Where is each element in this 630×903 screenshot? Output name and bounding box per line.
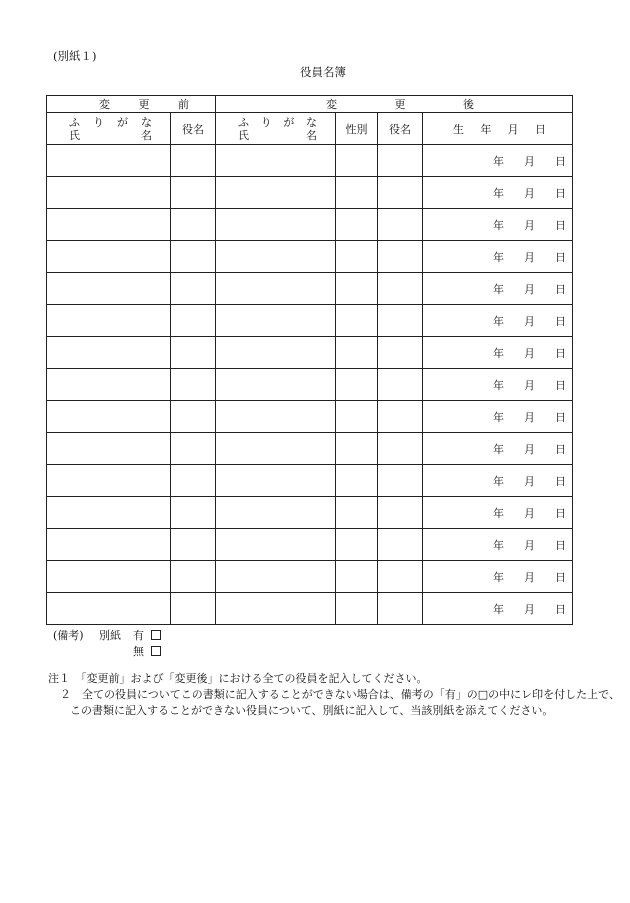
before-name-cell[interactable] [47,401,171,433]
gender-cell[interactable] [336,433,378,465]
date-of-birth-cell[interactable] [423,209,573,241]
dob-unit-label: 年 [493,314,504,328]
dob-unit-label: 日 [555,506,566,520]
after-role-cell[interactable] [378,561,423,593]
before-role-cell[interactable] [171,497,216,529]
dob-unit-label: 日 [555,154,566,168]
after-name-cell[interactable] [216,433,336,465]
table-row [47,145,573,177]
after-name-cell[interactable] [216,369,336,401]
dob-unit-label: 日 [555,218,566,232]
after-name-cell[interactable] [216,401,336,433]
before-role-cell[interactable] [171,209,216,241]
gender-cell[interactable] [336,145,378,177]
dob-unit-label: 日 [555,346,566,360]
gender-cell[interactable] [336,561,378,593]
name-label: 氏 名 [69,128,152,142]
after-role-cell[interactable] [378,273,423,305]
before-name-cell[interactable] [47,497,171,529]
after-role-cell[interactable] [378,209,423,241]
dob-unit-label: 年 [493,378,504,392]
date-of-birth-cell[interactable] [423,401,573,433]
dob-unit-label: 年 [493,570,504,584]
dob-unit-label: 月 [524,378,535,392]
after-role-cell[interactable] [378,433,423,465]
gender-cell[interactable] [336,369,378,401]
dob-unit-label: 日 [555,410,566,424]
before-role-cell[interactable] [171,433,216,465]
dob-unit-label: 月 [524,314,535,328]
roster-body [47,145,573,625]
gender-cell[interactable] [336,497,378,529]
name-label: 氏 名 [238,128,317,142]
before-role-cell[interactable] [171,273,216,305]
after-name-cell[interactable] [216,497,336,529]
attachment-no-label: 無 [133,645,144,658]
after-role-cell[interactable] [378,177,423,209]
dob-unit-label: 月 [524,538,535,552]
after-role-cell[interactable] [378,465,423,497]
table-row [47,561,573,593]
before-name-cell[interactable] [47,529,171,561]
table-row [47,273,573,305]
dob-unit-label: 月 [524,250,535,264]
after-role-cell[interactable] [378,401,423,433]
before-name-cell[interactable] [47,465,171,497]
after-name-cell[interactable] [216,305,336,337]
table-row [47,465,573,497]
table-row [47,177,573,209]
gender-cell[interactable] [336,241,378,273]
gender-cell[interactable] [336,401,378,433]
dob-unit-label: 月 [524,474,535,488]
before-name-cell[interactable] [47,561,171,593]
dob-unit-label: 月 [524,506,535,520]
furigana-label: ふ り が な [69,115,152,129]
dob-unit-label: 年 [493,474,504,488]
before-role-cell[interactable] [171,305,216,337]
before-name-cell[interactable] [47,369,171,401]
table-row [47,433,573,465]
after-name-cell[interactable] [216,273,336,305]
date-of-birth-cell[interactable] [423,273,573,305]
dob-unit-label: 日 [555,442,566,456]
before-role-cell[interactable] [171,561,216,593]
date-of-birth-cell[interactable] [423,465,573,497]
table-row [47,497,573,529]
table-row [47,209,573,241]
after-role-header: 役名 [378,113,423,145]
after-role-cell[interactable] [378,337,423,369]
dob-unit-label: 年 [493,154,504,168]
after-name-cell[interactable] [216,209,336,241]
dob-unit-label: 月 [524,442,535,456]
dob-unit-label: 日 [555,474,566,488]
dob-unit-label: 日 [555,282,566,296]
dob-unit-label: 月 [524,218,535,232]
after-role-cell[interactable] [378,369,423,401]
dob-unit-label: 年 [493,442,504,456]
table-row [47,241,573,273]
after-role-cell[interactable] [378,145,423,177]
dob-unit-label: 年 [493,506,504,520]
before-role-header: 役名 [171,113,216,145]
dob-unit-label: 月 [524,282,535,296]
before-role-cell[interactable] [171,465,216,497]
date-of-birth-header: 生 年 月 日 [423,113,573,145]
dob-unit-label: 年 [493,282,504,296]
before-name-cell[interactable] [47,273,171,305]
attachment-label: 別紙 [99,629,121,642]
date-of-birth-cell[interactable] [423,145,573,177]
before-name-cell[interactable] [47,177,171,209]
before-role-cell[interactable] [171,145,216,177]
before-change-header [47,96,216,113]
table-row [47,593,573,625]
gender-cell[interactable] [336,177,378,209]
gender-cell[interactable] [336,273,378,305]
after-name-cell[interactable] [216,177,336,209]
before-role-cell[interactable] [171,177,216,209]
date-of-birth-cell[interactable] [423,241,573,273]
before-name-cell[interactable] [47,305,171,337]
before-role-cell[interactable] [171,241,216,273]
dob-unit-label: 月 [524,186,535,200]
table-row [47,369,573,401]
dob-unit-label: 月 [524,570,535,584]
date-of-birth-cell[interactable] [423,305,573,337]
before-name-cell[interactable] [47,209,171,241]
after-name-cell[interactable] [216,145,336,177]
annex-label: (別紙１) [53,49,97,63]
date-of-birth-cell[interactable] [423,561,573,593]
gender-cell[interactable] [336,465,378,497]
furigana-label: ふ り が な [238,115,317,129]
note-1: 注１ 「変更前」および「変更後」における全ての役員を記入してください。 [48,672,428,685]
date-of-birth-cell[interactable] [423,593,573,625]
gender-cell[interactable] [336,529,378,561]
before-role-cell[interactable] [171,401,216,433]
date-of-birth-cell[interactable] [423,177,573,209]
after-name-cell[interactable] [216,529,336,561]
gender-header: 性別 [336,113,378,145]
before-role-cell[interactable] [171,529,216,561]
notes-section [48,671,620,719]
before-role-cell[interactable] [171,593,216,625]
dob-unit-label: 月 [524,410,535,424]
before-role-cell[interactable] [171,337,216,369]
gender-cell[interactable] [336,337,378,369]
after-name-cell[interactable] [216,593,336,625]
before-name-header [47,113,171,145]
after-change-label: 変 更 後 [326,98,474,111]
after-role-cell[interactable] [378,529,423,561]
date-of-birth-cell[interactable] [423,529,573,561]
dob-unit-label: 日 [555,570,566,584]
table-row [47,401,573,433]
attachment-yes-label: 有 [133,629,144,642]
gender-cell[interactable] [336,593,378,625]
after-change-header [216,96,573,113]
note-2: ２ 全ての役員についてこの書類に記入することができない場合は、備考の「有」の□の中にレ印を付した上で、 [60,688,620,701]
document-title: 役員名簿 [300,65,346,79]
after-role-cell[interactable] [378,497,423,529]
before-name-cell[interactable] [47,145,171,177]
dob-unit-label: 日 [555,378,566,392]
after-role-cell[interactable] [378,241,423,273]
date-of-birth-cell[interactable] [423,433,573,465]
table-row [47,305,573,337]
before-name-cell[interactable] [47,433,171,465]
dob-unit-label: 年 [493,538,504,552]
dob-unit-label: 年 [493,346,504,360]
remarks-label: (備考) [53,629,84,642]
dob-unit-label: 年 [493,602,504,616]
table-row [47,337,573,369]
before-name-cell[interactable] [47,337,171,369]
dob-unit-label: 日 [555,314,566,328]
attachment-no-checkbox[interactable] [151,646,161,656]
before-name-cell[interactable] [47,241,171,273]
before-role-cell[interactable] [171,369,216,401]
after-role-cell[interactable] [378,305,423,337]
dob-unit-label: 月 [524,154,535,168]
dob-unit-label: 年 [493,218,504,232]
dob-unit-label: 月 [524,346,535,360]
date-of-birth-cell[interactable] [423,369,573,401]
officer-roster-table [46,95,573,625]
dob-unit-label: 日 [555,538,566,552]
before-name-cell[interactable] [47,593,171,625]
dob-unit-label: 年 [493,250,504,264]
dob-unit-label: 日 [555,250,566,264]
after-name-header [216,113,336,145]
dob-unit-label: 日 [555,186,566,200]
gender-cell[interactable] [336,209,378,241]
dob-unit-label: 月 [524,602,535,616]
after-name-cell[interactable] [216,561,336,593]
after-name-cell[interactable] [216,465,336,497]
gender-cell[interactable] [336,305,378,337]
before-change-label: 変 更 前 [99,98,189,111]
after-name-cell[interactable] [216,337,336,369]
attachment-yes-checkbox[interactable] [151,630,161,640]
table-row [47,529,573,561]
dob-unit-label: 年 [493,410,504,424]
remarks-section [53,627,161,659]
after-role-cell[interactable] [378,593,423,625]
date-of-birth-cell[interactable] [423,337,573,369]
after-name-cell[interactable] [216,241,336,273]
dob-unit-label: 日 [555,602,566,616]
note-2-continued: この書類に記入することができない役員について、別紙に記入して、当該別紙を添えてください。 [70,704,554,717]
date-of-birth-cell[interactable] [423,497,573,529]
dob-unit-label: 年 [493,186,504,200]
